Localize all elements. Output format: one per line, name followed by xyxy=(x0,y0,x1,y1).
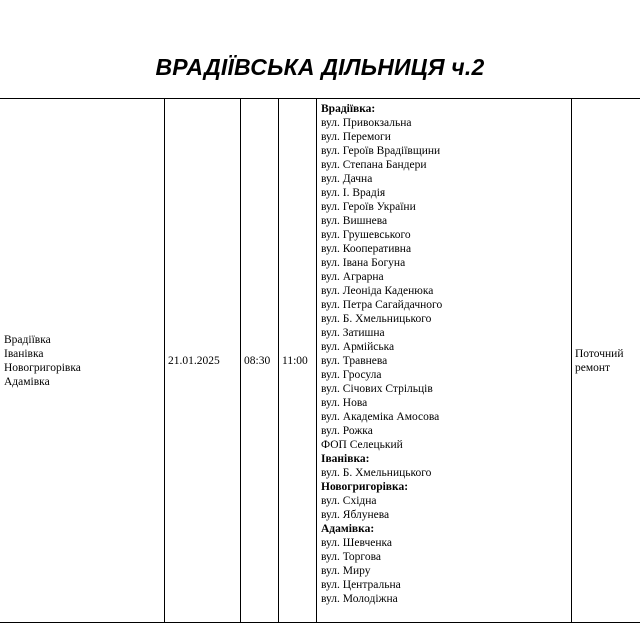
street-item: вул. Яблунева xyxy=(321,508,571,522)
settlement-name: Адамівка xyxy=(4,375,164,389)
page-title: ВРАДІЇВСЬКА ДІЛЬНИЦЯ ч.2 xyxy=(0,52,640,82)
outage-schedule-table xyxy=(0,98,640,623)
street-item: вул. Торгова xyxy=(321,550,571,564)
street-item: вул. Рожка xyxy=(321,424,571,438)
street-item: вул. Січових Стрільців xyxy=(321,382,571,396)
street-group-title: Іванівка: xyxy=(321,452,571,466)
street-item: вул. Б. Хмельницького xyxy=(321,312,571,326)
street-item: вул. Миру xyxy=(321,564,571,578)
table-row xyxy=(0,99,640,623)
end-time-cell: 11:00 xyxy=(279,99,317,623)
street-group-title: Новогригорівка: xyxy=(321,480,571,494)
street-item: вул. Перемоги xyxy=(321,130,571,144)
settlement-name: Врадіївка xyxy=(4,333,164,347)
streets-cell xyxy=(317,99,572,623)
street-item: вул. Армійська xyxy=(321,340,571,354)
street-item: ФОП Селецький xyxy=(321,438,571,452)
street-item: вул. Вишнева xyxy=(321,214,571,228)
street-item: вул. Героїв України xyxy=(321,200,571,214)
street-item: вул. Петра Сагайдачного xyxy=(321,298,571,312)
street-item: вул. Кооперативна xyxy=(321,242,571,256)
work-type-cell xyxy=(572,99,640,623)
settlements-cell xyxy=(0,99,165,623)
street-item: вул. Степана Бандери xyxy=(321,158,571,172)
street-item: вул. Академіка Амосова xyxy=(321,410,571,424)
street-item: вул. Центральна xyxy=(321,578,571,592)
start-time-cell: 08:30 xyxy=(241,99,279,623)
street-item: вул. Б. Хмельницького xyxy=(321,466,571,480)
settlement-name: Новогригорівка xyxy=(4,361,164,375)
street-group-title: Адамівка: xyxy=(321,522,571,536)
street-item: вул. Затишна xyxy=(321,326,571,340)
street-item: вул. Привокзальна xyxy=(321,116,571,130)
street-item: вул. Героїв Врадіївщини xyxy=(321,144,571,158)
street-item: вул. Леоніда Каденюка xyxy=(321,284,571,298)
street-item: вул. Східна xyxy=(321,494,571,508)
settlement-name: Іванівка xyxy=(4,347,164,361)
street-item: вул. Шевченка xyxy=(321,536,571,550)
street-item: вул. Гросула xyxy=(321,368,571,382)
street-item: вул. Грушевського xyxy=(321,228,571,242)
street-item: вул. Дачна xyxy=(321,172,571,186)
date-cell: 21.01.2025 xyxy=(165,99,241,623)
street-item: вул. Нова xyxy=(321,396,571,410)
work-type-text: ремонт xyxy=(575,361,640,375)
street-item: вул. Травнева xyxy=(321,354,571,368)
street-item: вул. І. Врадія xyxy=(321,186,571,200)
work-type-text: Поточний xyxy=(575,347,640,361)
street-item: вул. Молодіжна xyxy=(321,592,571,606)
street-group-title: Врадіївка: xyxy=(321,102,571,116)
street-item: вул. Івана Богуна xyxy=(321,256,571,270)
street-item: вул. Аграрна xyxy=(321,270,571,284)
